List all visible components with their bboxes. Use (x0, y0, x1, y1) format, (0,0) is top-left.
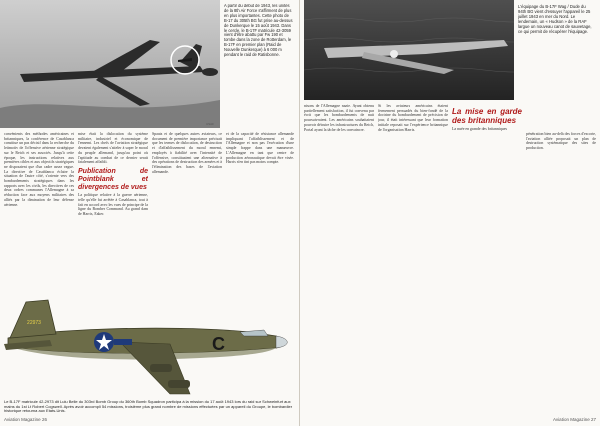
right-text-column-4: pénétration bien au-delà des forces d'escorte, l'aviation alliée proposait un plan de destruction systématique des sites de production. (526, 132, 596, 151)
text-column-4: et de la capacité de résistance allemande impliquant l'affaiblissement et de l'Allemagne et non pas l'exécution d'une simple frappe dans une manœuvre. L'Allemagne en tant que centre de production aéronautique devait être visée. Harris n'en tint pas moins compte. (226, 132, 294, 165)
b17-formation-photo (0, 0, 220, 128)
photo-credit: USAF (206, 122, 215, 126)
section-heading-mise-en-garde: La mise en garde des britanniques (452, 107, 522, 125)
right-photo-caption: L'équipage du B-17F Wag / Dude du 94th BG vient d'essuyer l'appareil le 25 juillet 1943 en mer du Nord. Le lendemain, un « Hudson » de la RAF largue un nouveau canot de sauvetage, ce qui permit de récupérer l'équipage. (518, 4, 592, 34)
text-column-1: convénients des méthodes américaines et britanniques, la conférence de Casablanca constitue un pas décisif dans la recherche du leitmotiv de l'offensive aérienne stratégique sur le Reich et ses associés. Jusqu'à cette époque, les instructions relatives aux premières cibles et aux objectifs stratégiques ne disposaient que d'un cadre assez vague. La directive de Casablanca éclaire la situation de l'autre côté, s'oriente vers des bombardements stratégiques dans les rapports avec les civils, les directives de ces deux ordres communes l'Allemagne à sa réduction face aux moyens militaires des alliés par la diminution de leur défense aérienne. (4, 132, 74, 207)
profile-caption: Le B-17F matricule 42-2973 dit Lulu Belle du 303rd Bomb Group du 360th Bomb Squadron participa à la mission du 17 août 1943 lors du raid sur Schweinfurt aux mains du 1st Lt Robert Cogswell. Après avoir accompli 54 missions, troisième plus grand nombre de missions effectuées par un appareil du Groupe, le bombardier historique retourna aux Etats-Unis. (4, 400, 293, 414)
text-column-2: mise était la dislocation du système militaire, industriel et économique de l'ennemi. Les chefs de l'aviation stratégique devaient également s'atteler à saper le moral du peuple allemand, jusqu'au point où l'aptitude au combat de ce dernier serait fatalement affaibli. Publication de Pointblank et divergences de vues La politique relative à la guerre aérienne, telle qu'elle fut arrêtée à Casablanca, tout à fait en accord avec les vues de principe de la ligne du Bomber Command. Au grand dam de Harris, Eaker. (78, 132, 148, 217)
tail-number: 22973 (27, 320, 41, 326)
photo-caption: A partir du début de 1943, les unités de la 8th Air Force s'affirment de plus en plus importantes. Cette photo de B-17 du 305th BG fut prise au-dessus de Dunkerque le 15 août 1943. Dans le cercle, le B-17F matricule 42-3059 vient d'être abattu par Fw 190 et tombe dans la zone de Rotterdam, le B-17F en premier plan (Raid de Nouvelle Dunkerque) à 6 000 m pendant le raid de Ratisbonne. (224, 4, 293, 58)
right-text-column-3: La mise en garde des britanniques La nuée en grande des britanniques (452, 107, 522, 131)
b17-profile-illustration (0, 286, 299, 396)
right-text-column-1: nisons de l'Allemagne nazie. Ayant obtenu partiellement satisfaction, il fut convenu par écrit que les bombardements de nuit poursuivraient. Les américains souhaitaient pouvoir détruire les infrastructures du Reich, Portal ayant la tâche de les convaincre. (304, 104, 374, 132)
section-heading-pointblank: Publication de Pointblank et divergences de vues (78, 167, 148, 191)
page-number-left: Aviation Magazine 26 (4, 417, 47, 422)
page-number-right: Aviation Magazine 27 (553, 417, 596, 422)
b17-ditched-sea-photo (304, 0, 514, 100)
right-text-column-2: Si les aviateurs américains étaient fermement persuadés du bien-fondé de la doctrine du bombardement de précision de jour, il était intéressant que leur formation initiale reposait sur l'expérience britannique de l'organisation Harris. (378, 104, 448, 132)
code-letter: C (212, 334, 225, 354)
text-column-3: Spaatz et de quelques autres aviateurs, ce document de première importance précisait que les termes de dislocation, de destruction et d'affaiblissement du moral ennemi, employés à fiabilité avec l'intensité de l'offensive, constituaient une alternative à des opérations de destruction des armées et à l'élimination des bases de l'aviation allemande. (152, 132, 222, 174)
right-page (300, 0, 600, 426)
